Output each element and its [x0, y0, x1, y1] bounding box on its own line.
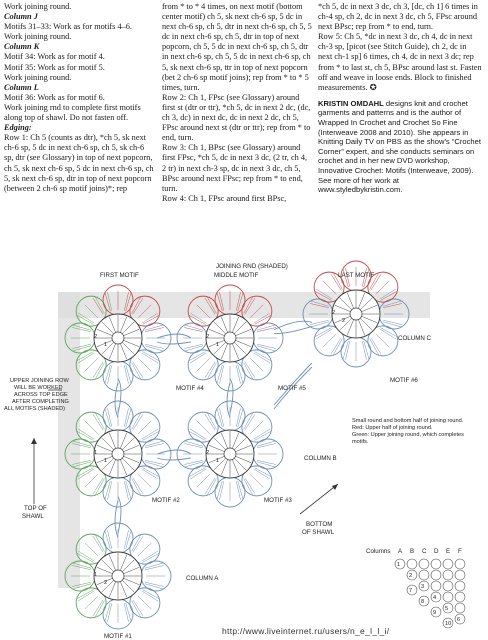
col2-para: Row 4: Ch 1, FPsc around first BPsc, — [162, 193, 287, 203]
stitch-mark — [197, 474, 210, 487]
author-name: KRISTIN OMDAHL — [318, 98, 384, 108]
diagram-legend — [352, 418, 480, 446]
motif-join-arc — [157, 458, 191, 460]
stitch-mark — [145, 565, 164, 569]
stitch-mark — [138, 543, 151, 556]
stitch-mark — [145, 460, 164, 464]
stitch-mark — [107, 408, 111, 427]
col1-para: Row 1: Ch 5 (counts as dtr), *ch 5, sk next ch-6 sp, 5 dc in next ch-6 sp, ch 5, sk ch-6 sp, dtr (see Glossary) in top of next popcorn, ch 5, sk next ch-6 sp, 5 dc in next ch-6 sp, ch 5, sk next ch-6 sp, dtr in top of next popcorn (between 2 ch-6 sp motif joins)*; rep — [4, 133, 154, 193]
grid-number: 9 — [433, 610, 437, 616]
svg-text:TOP OF: TOP OF — [24, 505, 47, 512]
stitch-mark — [138, 421, 151, 434]
motif-join-arc — [157, 450, 191, 454]
center-ring — [112, 570, 124, 582]
center-ring — [224, 332, 236, 344]
stitch-mark — [124, 530, 128, 549]
stitch-mark — [184, 327, 203, 331]
stitch-mark — [145, 327, 164, 331]
column-letter: A — [398, 548, 403, 555]
grid-number: 7 — [409, 588, 413, 594]
last-motif-label: LAST MOTIF — [338, 272, 375, 279]
stitch-mark — [310, 320, 329, 324]
grid-cell — [455, 603, 465, 613]
motif-join-arc — [157, 342, 191, 344]
col1-para: Column J — [4, 12, 38, 22]
legend-item-red: Red: Upper half of joining round. — [352, 425, 433, 431]
motif-join-arc — [274, 363, 312, 405]
grid-number: 4 — [433, 595, 437, 601]
stitch-mark — [257, 344, 276, 348]
stitch-mark — [85, 596, 98, 609]
col1-para: Motifs 31–33: Work as for motifs 4–6. — [4, 22, 133, 32]
grid-number: 2 — [409, 573, 413, 579]
stitch-mark — [107, 365, 111, 384]
stitch-mark — [124, 481, 128, 500]
grid-number: 8 — [421, 599, 425, 605]
stitch-mark — [257, 443, 276, 447]
stitch-mark — [345, 341, 349, 360]
grid-cell — [455, 559, 465, 569]
stitch-mark — [236, 365, 240, 384]
svg-text:UPPER JOINING ROW: UPPER JOINING ROW — [10, 378, 69, 384]
motif-5-label: MOTIF #5 — [278, 385, 306, 392]
stitch-mark — [250, 474, 263, 487]
motif-join-arc — [115, 501, 118, 538]
grid-cell — [431, 581, 441, 591]
stitch-mark — [138, 596, 151, 609]
watermark-url: http://www.liveinternet.ru/users/n_e_l_l_i/ — [222, 626, 390, 636]
stitch-mark — [197, 421, 210, 434]
columns-label: Columns — [366, 548, 391, 555]
stitch-mark — [219, 365, 223, 384]
motif-2-label: MOTIF #2 — [152, 497, 180, 504]
upper-joining-note — [4, 378, 69, 412]
stitch-mark — [85, 543, 98, 556]
legend-item-blue: Small round and bottom half of joining round. — [352, 418, 464, 424]
round-number: 1 — [94, 450, 98, 456]
stitch-mark — [145, 443, 164, 447]
grid-cell — [443, 581, 453, 591]
col1-para: Motif 35: Work as for motif 5. — [4, 62, 105, 72]
grid-number: 6 — [457, 617, 461, 623]
svg-text:ACROSS TOP EDGE: ACROSS TOP EDGE — [14, 392, 68, 398]
text-column-1 — [4, 2, 154, 194]
stitch-mark — [145, 582, 164, 586]
stitch-mark — [323, 334, 336, 347]
bottom-arrow — [300, 484, 338, 514]
grid-cell — [455, 592, 465, 602]
svg-text:OF SHAWL: OF SHAWL — [302, 529, 335, 536]
grid-cell — [443, 559, 453, 569]
round-number: 2 — [342, 318, 346, 324]
svg-text:SHAWL: SHAWL — [22, 513, 44, 520]
stitch-mark — [107, 530, 111, 549]
col1-para: Work joining round. — [4, 2, 72, 11]
text-column-2 — [162, 2, 312, 204]
stitch-mark — [257, 327, 276, 331]
svg-text:ALL MOTIFS (SHADED): ALL MOTIFS (SHADED) — [4, 406, 66, 412]
stitch-mark — [257, 460, 276, 464]
grid-cell — [455, 581, 465, 591]
stitch-mark — [383, 320, 402, 324]
grid-cell — [431, 559, 441, 569]
grid-number: 5 — [445, 606, 449, 612]
first-motif-label: FIRST MOTIF — [100, 272, 139, 279]
stitch-mark — [107, 603, 111, 622]
grid-cell — [419, 559, 429, 569]
grid-cell — [443, 570, 453, 580]
column-b-label: COLUMN B — [304, 455, 337, 462]
bottom-of-shawl-label — [302, 521, 335, 536]
col1-para: Motif 36: Work as for motif 6. — [4, 92, 105, 102]
stitch-mark — [197, 358, 210, 371]
round-number: 2 — [206, 334, 210, 340]
center-ring — [112, 448, 124, 460]
stitch-mark — [219, 408, 223, 427]
column-letter: D — [434, 548, 439, 555]
stitch-mark — [124, 408, 128, 427]
motif-join-arc — [115, 383, 118, 418]
round-number: 1 — [216, 342, 220, 348]
column-letter: C — [422, 548, 427, 555]
col1-para: Motif 34: Work as for motif 4. — [4, 52, 105, 62]
stitch-mark — [219, 481, 223, 500]
stitch-mark — [145, 344, 164, 348]
stitch-mark — [184, 460, 203, 464]
stitch-mark — [124, 603, 128, 622]
round-number: 1 — [94, 572, 98, 578]
motif-3-label: MOTIF #3 — [264, 497, 292, 504]
joining-rnd-label: JOINING RND (SHADED) — [216, 263, 288, 270]
round-number: 1 — [216, 458, 220, 464]
round-number: 2 — [206, 450, 210, 456]
column-letter: B — [410, 548, 415, 555]
svg-text:AFTER COMPLETING: AFTER COMPLETING — [12, 399, 69, 405]
stitch-mark — [250, 421, 263, 434]
col1-para: Work joining rnd to complete first motifs along top of shawl. Do not fasten off. — [4, 102, 141, 123]
stitch-mark — [85, 358, 98, 371]
grid-number: 3 — [421, 584, 425, 590]
stitch-mark — [362, 341, 366, 360]
grid-cell — [431, 570, 441, 580]
top-arrowhead — [31, 438, 37, 444]
motif-1-drawing — [65, 523, 171, 629]
author-bio — [318, 99, 482, 195]
motif-join-arc — [118, 497, 121, 534]
top-of-shawl-label — [22, 505, 47, 520]
center-ring — [112, 332, 124, 344]
stitch-mark — [85, 474, 98, 487]
grid-number: 1 — [397, 562, 401, 568]
grid-number: 10 — [445, 621, 452, 627]
stitch-mark — [124, 365, 128, 384]
round-number: 1 — [104, 458, 108, 464]
author-bio-text: designs knit and crochet garments and patterns and is the author of Wrapped In Crochet and Crochet So Fine (Interweave 2008 and 2010). She appears in Knitting Daily TV on PBS as the show's “Crochet Corner” expert, and she conducts seminars on crochet and in her new DVD workshop, Innovative Crochet: Motifs (Interweave, 2009). See more of her work at www.styledbykristin.com. — [318, 98, 481, 195]
round-number: 2 — [94, 334, 98, 340]
column-letter: E — [446, 548, 451, 555]
motif-1-label: MOTIF #1 — [104, 633, 132, 640]
column-letter: F — [458, 548, 462, 555]
stitch-mark — [236, 408, 240, 427]
motif-join-arc — [227, 383, 230, 418]
motif-join-arc — [230, 379, 233, 414]
stitch-mark — [138, 474, 151, 487]
round-number: 2 — [332, 310, 336, 316]
center-ring — [224, 448, 236, 460]
stitch-mark — [138, 358, 151, 371]
col1-para: Column L — [4, 82, 39, 92]
stitch-mark — [376, 334, 389, 347]
round-number: 1 — [104, 342, 108, 348]
legend-item-green: Green: Upper joining round, which completes motifs. — [352, 432, 464, 445]
svg-text:BOTTOM: BOTTOM — [306, 521, 333, 528]
svg-text:WILL BE WORKED: WILL BE WORKED — [14, 385, 63, 391]
text-column-3 — [318, 2, 482, 195]
col1-para: Edging: — [4, 123, 32, 133]
motif-join-arc — [118, 379, 121, 414]
stitch-mark — [184, 344, 203, 348]
motif-6-label: MOTIF #6 — [390, 377, 418, 384]
col3-para: *ch 5, dc in next 3 dc, ch 3, [dc, ch 1] 6 times in ch-4 sp, ch 2, dc in next 3 dc, ch 5, FPsc around next BPsc; rep from * to end, turn. — [318, 2, 478, 32]
stitch-mark — [250, 358, 263, 371]
col3-para: Row 5: Ch 5, *dc in next 3 dc, ch 4, dc in next ch-3 sp, [picot (see Stitch Guide), ch 2, dc in next ch-1 sp] 6 times, ch 4, dc in next 3 dc; rep from * to last st, ch 5, BPsc around last st. Fasten off and weave in loose ends. Block to finished measurements. ✪ — [318, 32, 482, 92]
stitch-mark — [85, 421, 98, 434]
motif-join-arc — [157, 334, 191, 338]
col1-para: Column K — [4, 42, 40, 52]
grid-cell — [407, 559, 417, 569]
grid-cell — [455, 570, 465, 580]
col1-para: Work joining round. — [4, 32, 72, 42]
round-number: 2 — [104, 580, 108, 586]
grid-cell — [443, 592, 453, 602]
bottom-arrowhead — [332, 484, 338, 490]
stitch-mark — [236, 481, 240, 500]
column-c-label: COLUMN C — [398, 335, 432, 342]
col1-para: Work joining round. — [4, 72, 72, 82]
col2-para: Row 3: Ch 1, BPsc (see Glossary) around first FPsc, *ch 5, dc in next 3 dc, (2 tr, ch 4, 2 tr) in next ch-3 sp, dc in next 3 dc, ch 5, BPsc around next FPsc; rep from * to end, turn. — [162, 143, 308, 193]
stitch-mark — [184, 443, 203, 447]
column-a-label: COLUMN A — [186, 575, 219, 582]
col2-para: from * to * 4 times, on next motif (bottom center motif) ch 5, sk next ch-6 sp, 5 dc in next ch-6 sp, ch 5, dtr in next ch-6 sp, ch 5, 5 dc in next ch-6 sp, ch 5, dtr in top of next popcorn, ch 5, 5 dc in next ch-6 sp, ch 5, dtr in next ch-6 sp, ch 5, 5 dc in next ch-6 sp, ch 5, sk next ch-6 sp, ttr in top of next popcorn (bet 2 ch-6 sp motif joins); rep from * to * 5 times, turn. — [162, 2, 312, 92]
left-shaded-band — [58, 292, 80, 588]
grid-cell — [419, 570, 429, 580]
middle-motif-label: MIDDLE MOTIF — [214, 272, 259, 279]
motif-4-label: MOTIF #4 — [176, 385, 204, 392]
center-ring — [350, 308, 362, 320]
col2-para: Row 2: Ch 1, FPsc (see Glossary) around first st (dtr or ttr), *ch 5, dc in next 2 dc, (dc, ch 3, dc) in next dc, dc in next 2 dc, ch 5, FPsc around next st (dtr or ttr); rep from * to end, turn. — [162, 92, 311, 143]
stitch-mark — [107, 481, 111, 500]
